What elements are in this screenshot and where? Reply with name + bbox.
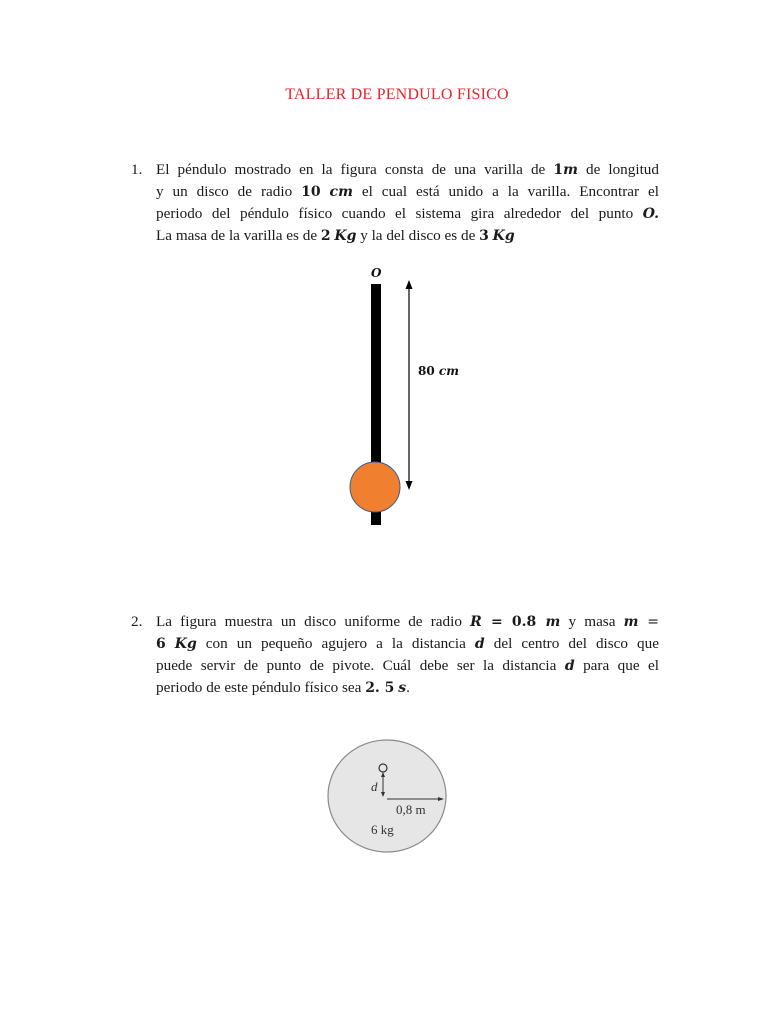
problem-number: 1. [131,161,143,178]
text-run: La figura muestra un disco uniforme de radio [156,613,471,630]
radius-label: 0,8 m [396,802,426,817]
math-value: 2. 5 [365,680,395,697]
math-unit: Kg [174,636,197,653]
math-value: 1 [553,162,564,178]
length-unit: cm [438,364,459,378]
text-run: y un disco de radio [156,183,302,201]
pivot-label: O [371,266,382,280]
text-line [156,655,659,677]
math-value: = 0.8 [481,614,546,630]
math-unit: cm [329,184,353,201]
page-title: TALLER DE PENDULO FISICO [285,86,509,103]
disc-figure [325,738,450,856]
math-value: 3 [479,228,489,245]
text-line [156,225,659,247]
math-value: 6 [156,636,166,653]
d-label: d [371,779,378,794]
math-symbol: d [564,658,575,675]
text-line [156,159,659,181]
math-symbol: O. [642,206,659,223]
text-run: para que el [574,657,659,675]
arrow-up-icon [406,280,413,289]
text-run: . [406,679,410,697]
problem-text [156,159,659,247]
math-unit: Kg [334,228,357,245]
text-run: del centro del disco que [484,635,659,653]
arrow-down-icon [406,481,413,490]
text-line [156,611,659,633]
problem-1 [131,159,659,247]
math-unit: m [563,162,578,178]
text-run: periodo del péndulo físico cuando el sistema gira alrededor del punto [156,205,643,223]
math-value: 2 [320,228,331,245]
text-run: periodo de este péndulo físico sea [156,679,366,697]
text-line [156,203,659,225]
length-label [418,364,459,378]
problem-2 [131,611,659,699]
math-symbol: R [470,614,482,630]
text-run: puede servir de punto de pivote. Cuál debe ser la distancia [156,657,565,675]
problem-text [156,611,659,699]
text-line [156,633,659,655]
text-run: de longitud [577,161,659,178]
text-run: y masa [560,613,624,630]
math-symbol: = [638,614,659,630]
mass-label: 6 kg [371,822,394,837]
length-value: 80 [418,364,435,378]
disc [350,462,400,512]
text-run: La masa de la varilla es de [156,227,321,245]
math-unit: m [545,614,561,630]
text-run: el cual está unido a la varilla. Encontrar el [352,183,659,201]
math-value: 10 [301,184,321,201]
math-unit: s [398,680,407,697]
text-line [156,677,659,699]
text-run: y la del disco es de [356,227,480,245]
math-symbol: d [474,636,485,653]
text-line [156,181,659,203]
math-unit: Kg [492,228,515,245]
text-run: con un pequeño agujero a la distancia [196,635,475,653]
pendulum-figure [330,262,459,532]
text-run: El péndulo mostrado en la figura consta de una varilla de [156,161,554,178]
problem-number: 2. [131,613,143,630]
math-symbol: m [623,614,639,630]
